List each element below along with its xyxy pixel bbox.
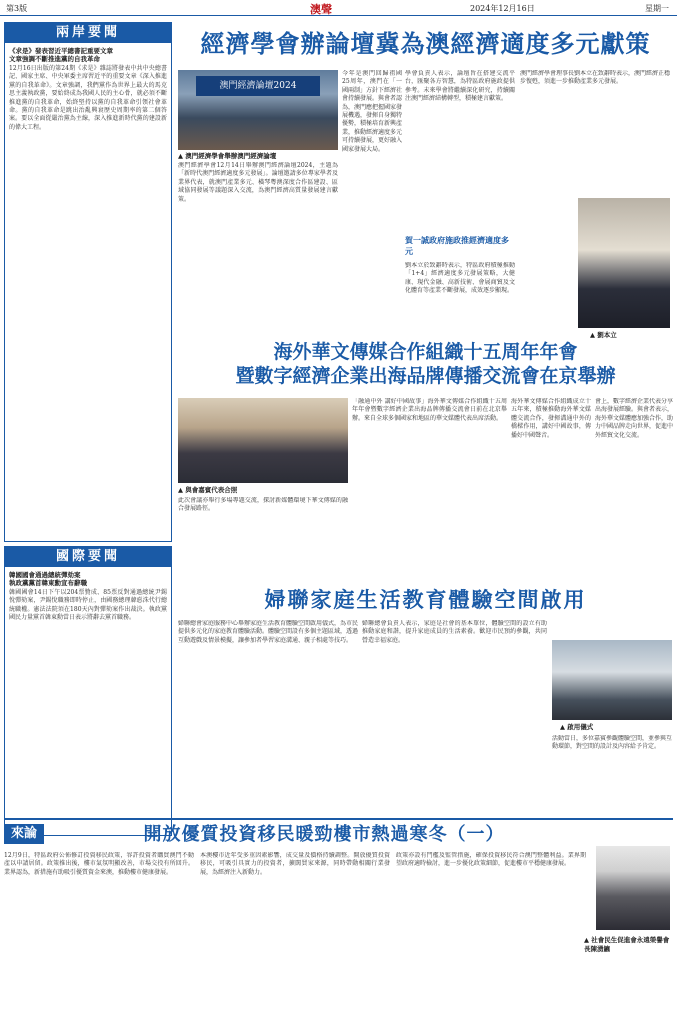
international-body: 韓國國會14日下午以204票贊成、85票反對通過總統尹錫悅彈劾案，尹錫悅職務即時停止，由國務總理韓悳洙代行總統職權。憲法法院須在180天內對彈劾案作出裁決。執政黨國民力量黨首韓東勳當日表示將辭去黨首職務。 [9,589,167,622]
article1-body-4: 劉本立於致辭時表示，特區政府積極推動「1+4」經濟適度多元發展策略，大健康、現代金融、高新技術、會展商貿及文化體育等產業不斷發展，成效逐步顯現。 [405,262,515,295]
author-photo [596,846,670,930]
article1-body-1: 澳門經濟學會12月14日舉辦澳門經濟論壇2024，主題為「新時代澳門經濟適度多元發展」。論壇邀請多位專家學者及業界代表，就澳門產業多元、橫琴粵澳深度合作區建設、區域協同發展等議題深入交流，為澳門經濟高質量發展建言獻策。 [178,162,338,203]
international-subtitle-2: 執政黨黨首韓東勳宣布辭職 [9,579,87,587]
article3-body-2: 婦聯總會負責人表示，家庭是社會的基本單位，體驗空間的設立有助推動家庭和諧，提升家庭成員的生活素養。歡迎市民預約參觀，共同營造幸福家庭。 [362,620,547,644]
article2-headline-line2: 暨數字經濟企業出海品牌傳播交流會在京舉辦 [235,365,616,387]
article2-headline-line1: 海外華文傳媒合作組織十五周年年會 [273,341,578,363]
weekday: 星期一 [645,4,669,13]
opening-ceremony-photo [552,640,672,720]
cross-strait-news-box [4,22,172,542]
section-title-cross-strait: 兩岸要聞 [5,23,171,43]
forum-photo-caption: ▲ 澳門經濟學會舉辦澳門經濟論壇 [178,152,277,160]
article1-body-5: 澳門經濟學會理事長劉本立在致辭時表示，澳門經濟正穩步復甦，須進一步推動產業多元發展。 [520,70,670,86]
article1-body-3: 學會負責人表示，論壇旨在搭建交流平台，匯聚各方智慧，為特區政府施政提供參考。未來學會將繼續深化研究，持續關注澳門經濟結構轉型，積極建言獻策。 [405,70,515,103]
group-photo [178,398,348,483]
international-news-box [4,546,172,836]
article4-body-2: 本澳樓市近年受多重因素影響，成交量及價格持續調整。開放優質投資移民，可吸引具實力的投資者，擴闊買家來源，同時帶動相關行業發展，為經濟注入新動力。 [200,852,390,876]
masthead [0,0,677,16]
article1-body-2: 今年是澳門回歸祖國25周年，澳門在「一國兩制」方針下經濟社會持續發展。與會者認為，澳門應把握國家發展機遇，發揮自身獨特優勢，積極培育新興產業，推動經濟適度多元可持續發展，更好融入國家發展大局。 [342,70,402,153]
lau-pun-lap-caption: ▲ 劉本立 [590,331,617,339]
article4-body-1: 12月9日，特區政府公佈修訂投資移民政策，容許投資者購買澳門不動產以申請居留。政策推出後，樓市氣氛明顯改善，市場交投有所回升。業界認為，新措施有助吸引優質資金來澳，推動樓市健康發展。 [4,852,194,876]
article2-body-1: 「融通中外 講好中國故事」海外華文傳媒合作組織十五周年年會暨數字經濟企業出海品牌傳播交流會日前在北京舉辦。來自全球多個國家和地區的華文媒體代表出席活動。 [352,398,507,422]
cross-strait-subtitle-2: 文章強調不斷推進黨的自我革命 [9,55,100,63]
cross-strait-subtitle [5,43,171,63]
cross-strait-body: 12月16日出版的第24期《求是》雜誌將發表中共中央總書記、國家主席、中央軍委主席習近平的重要文章《深入推進黨的自我革命》。文章強調，我們黨作為世界上最大的馬克思主義執政黨，要始終成為我國人民的主心骨，就必須不斷推進黨的自我革命，始終堅持以黨的自我革命引領社會革命。黨的自我革命是跳出治亂興衰歷史周期率的第二個答案。要以全面從嚴治黨為主線，深入推進新時代黨的建設新的偉大工程。 [9,65,167,131]
issue-date: 2024年12月16日 [470,4,535,13]
article3-body-1: 婦聯總會家庭服務中心舉辦家庭生活教育體驗空間啟用儀式，為市民提供多元化的家庭教育體驗活動。體驗空間設有多個主題區域，透過互動遊戲及情景模擬，讓參加者學習家庭溝通、親子相處等技巧。 [178,620,358,644]
article1-subhead: 賀一誠政府施政推經濟適度多元 [405,235,509,256]
article1-headline: 經濟學會辦論壇冀為澳經濟適度多元獻策 [200,29,651,58]
group-photo-caption: ▲ 與會嘉賓代表合照 [178,486,238,494]
forum-banner: 澳門經濟論壇2024 [196,76,320,96]
international-subtitle [5,567,171,587]
opinion-tag: 來論 [4,824,44,844]
article4-body-3: 政策亦設有門檻及監管措施，確保投資移民符合澳門整體利益。業界期望政府適時檢討，進一步優化政策細節，促進樓市平穩健康發展。 [396,852,586,868]
opening-ceremony-caption: ▲ 啟用儀式 [560,723,594,731]
article4-headline: 開放優質投資移民暖勁樓市熱過寒冬（一） [143,824,505,845]
article2-headline [178,340,673,388]
forum-photo [178,70,338,150]
article2-body-3: 會上，數字經濟企業代表分享出海發展經驗。與會者表示，海外華文媒體應加強合作，助力中國品牌走向世界，促進中外經貿文化交流。 [595,398,673,439]
article3-headline: 婦聯家庭生活教育體驗空間啟用 [264,587,587,612]
section-title-international: 國際要聞 [5,547,171,567]
article2-body-2: 海外華文傳媒合作組織成立十五年來，積極推動海外華文媒體交流合作，發揮溝通中外的橋樑作用，講好中國故事，傳播好中國聲音。 [511,398,591,439]
article2-body-4: 此次會議亦舉行多場專題交流，探討新媒體環境下華文傳媒的融合發展路徑。 [178,497,348,513]
lau-pun-lap-photo [578,198,670,328]
cross-strait-subtitle-1: 《求是》發表習近平總書記重要文章 [9,47,113,55]
author-caption: ▲ 社會民生促進會永遠榮譽會長陳湧鑣 [584,936,670,953]
page-number: 第3版 [6,4,28,13]
newspaper-logo: 澳聲 [310,3,332,16]
international-subtitle-1: 韓國國會通過總統彈劾案 [9,571,81,579]
article3-body-3: 活動當日，多位嘉賓參觀體驗空間，並參與互動環節，對空間的設計及內容給予肯定。 [552,735,672,751]
opinion-section [4,818,673,1020]
left-column [4,22,172,840]
